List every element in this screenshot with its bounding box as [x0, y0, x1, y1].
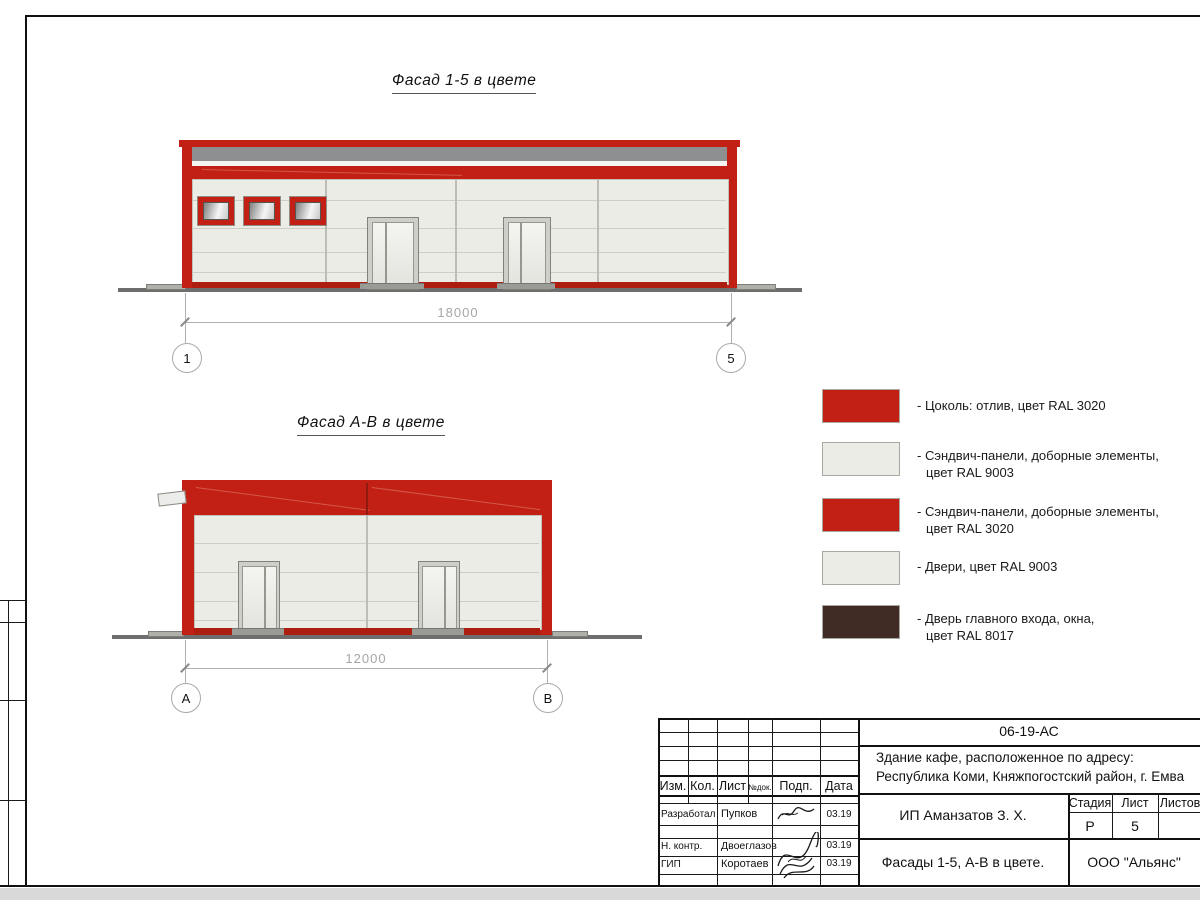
legend-label	[917, 397, 1106, 414]
stage-header: Стадия	[1068, 796, 1112, 810]
panel-joint-vertical	[455, 179, 457, 283]
row-date: 03.19	[826, 858, 852, 869]
panel-joint-vertical	[597, 179, 599, 283]
dimension-value: 12000	[345, 651, 387, 666]
panel-joint-vertical	[366, 515, 368, 628]
legend-swatch-ral3020	[822, 498, 900, 532]
dimension-value: 18000	[437, 305, 479, 320]
axis-marker-a	[171, 683, 201, 713]
titleblock-line	[858, 838, 1200, 840]
door-threshold	[360, 283, 424, 289]
legend-line: - Цоколь: отлив, цвет RAL 3020	[917, 398, 1106, 413]
titleblock-line	[858, 793, 1200, 795]
legend-label	[917, 503, 1159, 537]
signature-scribble	[772, 832, 822, 882]
entrance-door	[418, 561, 460, 634]
door-leaf-wide	[242, 566, 265, 630]
row-role: Н. контр.	[661, 841, 703, 852]
margin-divider	[0, 700, 25, 701]
entrance-door	[367, 217, 419, 290]
axis-label: В	[543, 690, 553, 706]
row-name: Коротаев	[721, 858, 769, 870]
titleblock-line	[658, 718, 1200, 720]
row-role: ГИП	[661, 859, 681, 870]
col-header-izm: Изм.	[659, 779, 687, 793]
axis-label: А	[181, 690, 191, 706]
margin-label	[0, 670, 1, 704]
entrance-door	[503, 217, 551, 290]
door-leaf-narrow	[372, 222, 386, 286]
window	[243, 196, 281, 226]
legend-line: - Двери, цвет RAL 9003	[917, 559, 1058, 574]
ground-line	[118, 288, 802, 292]
company-name: ООО "Альянс"	[1087, 854, 1181, 870]
window-glass	[249, 202, 275, 220]
fascia-gray-stripe	[192, 147, 727, 161]
fascia-red-band	[192, 166, 727, 179]
door-threshold	[497, 283, 555, 289]
margin-divider	[0, 800, 25, 801]
titleblock-line	[658, 803, 858, 804]
legend-line: - Дверь главного входа, окна,	[917, 611, 1095, 626]
sheets-header: Листов	[1159, 796, 1200, 810]
dimension-line	[185, 322, 732, 323]
panel-joint	[193, 272, 726, 273]
dimension-line	[185, 668, 548, 669]
foundation-pad	[146, 284, 186, 290]
titleblock-line	[717, 718, 718, 885]
panel-joint	[193, 228, 726, 229]
col-header-podp: Подп.	[779, 779, 813, 793]
signature-scribble	[774, 803, 818, 825]
legend-line: - Сэндвич-панели, доборные элементы,	[917, 448, 1159, 463]
axis-marker-1	[172, 343, 202, 373]
window-glass	[295, 202, 321, 220]
axis-label: 1	[183, 350, 191, 366]
titleblock-line	[658, 825, 858, 826]
client-name: ИП Аманзатов З. Х.	[899, 807, 1027, 823]
panel-joint	[193, 252, 726, 253]
facade-1-5-title: Фасад 1-5 в цвете	[392, 72, 536, 94]
margin-column-line	[8, 600, 9, 885]
sheet-title: Фасады 1-5, А-В в цвете.	[881, 854, 1045, 870]
col-header-kol: Кол.	[690, 779, 715, 793]
door-threshold	[232, 628, 284, 635]
door-leaf-narrow	[265, 566, 277, 630]
stage-value: Р	[1085, 818, 1095, 834]
foundation-pad	[552, 631, 588, 637]
foundation-pad	[148, 631, 184, 637]
project-address-line1: Здание кафе, расположенное по адресу:	[876, 750, 1134, 765]
door-leaf-wide	[386, 222, 414, 286]
band-center-joint	[366, 483, 368, 515]
legend-line: цвет RAL 3020	[926, 521, 1014, 536]
door-threshold	[412, 628, 464, 635]
panel-joint-vertical	[325, 179, 327, 283]
frame-top-line	[25, 15, 1200, 17]
door-leaf-wide	[521, 222, 546, 286]
legend-swatch-ral8017	[822, 605, 900, 639]
frame-bottom-line	[0, 885, 1200, 887]
facade-a-b-title: Фасад А-В в цвете	[297, 414, 445, 436]
margin-label	[0, 772, 1, 804]
legend-swatch-ral3020	[822, 389, 900, 423]
sheet-header: Лист	[1121, 796, 1149, 810]
col-header-data: Дата	[825, 779, 853, 793]
margin-divider	[0, 600, 25, 601]
titleblock-line	[658, 856, 858, 857]
col-header-list: Лист	[718, 779, 747, 793]
sandwich-panels	[192, 179, 729, 285]
titleblock-line	[658, 838, 858, 839]
row-name: Пупков	[721, 808, 758, 820]
door-leaf-narrow	[508, 222, 521, 286]
row-date: 03.19	[826, 809, 852, 820]
titleblock-line	[1068, 812, 1200, 813]
titleblock-line	[658, 874, 858, 875]
margin-divider	[0, 622, 25, 623]
door-leaf-narrow	[445, 566, 457, 630]
margin-label	[0, 854, 1, 888]
door-leaf-wide	[422, 566, 445, 630]
row-name: Двоеглазов	[721, 840, 777, 852]
legend-label	[917, 558, 1057, 575]
window-glass	[203, 202, 229, 220]
plinth-strip	[192, 282, 727, 288]
legend-swatch-ral9003	[822, 442, 900, 476]
legend-line: - Сэндвич-панели, доборные элементы,	[917, 504, 1159, 519]
frame-left-line	[25, 15, 27, 885]
foundation-pad	[736, 284, 776, 290]
legend-swatch-doors	[822, 551, 900, 585]
legend-line: цвет RAL 9003	[926, 465, 1014, 480]
margin-label	[0, 594, 1, 627]
legend-label	[917, 447, 1159, 481]
row-role: Разработал	[661, 809, 716, 820]
corner-column-left	[182, 147, 192, 288]
titleblock-line	[858, 745, 1200, 747]
row-date: 03.19	[826, 840, 852, 851]
window	[289, 196, 327, 226]
titleblock-line	[658, 718, 660, 885]
axis-marker-b	[533, 683, 563, 713]
entrance-door	[238, 561, 280, 634]
sheet-number: 5	[1131, 818, 1139, 834]
legend-line: цвет RAL 8017	[926, 628, 1014, 643]
document-number: 06-19-АС	[999, 723, 1059, 739]
col-header-ndok: №док.	[748, 783, 772, 792]
project-address-line2: Республика Коми, Княжпогостский район, г. Емва	[876, 769, 1185, 784]
roof-cap	[179, 140, 740, 147]
axis-label: 5	[727, 350, 735, 366]
legend-label	[917, 610, 1094, 644]
window	[197, 196, 235, 226]
sheet-edge-shadow	[0, 888, 1200, 900]
axis-marker-5	[716, 343, 746, 373]
